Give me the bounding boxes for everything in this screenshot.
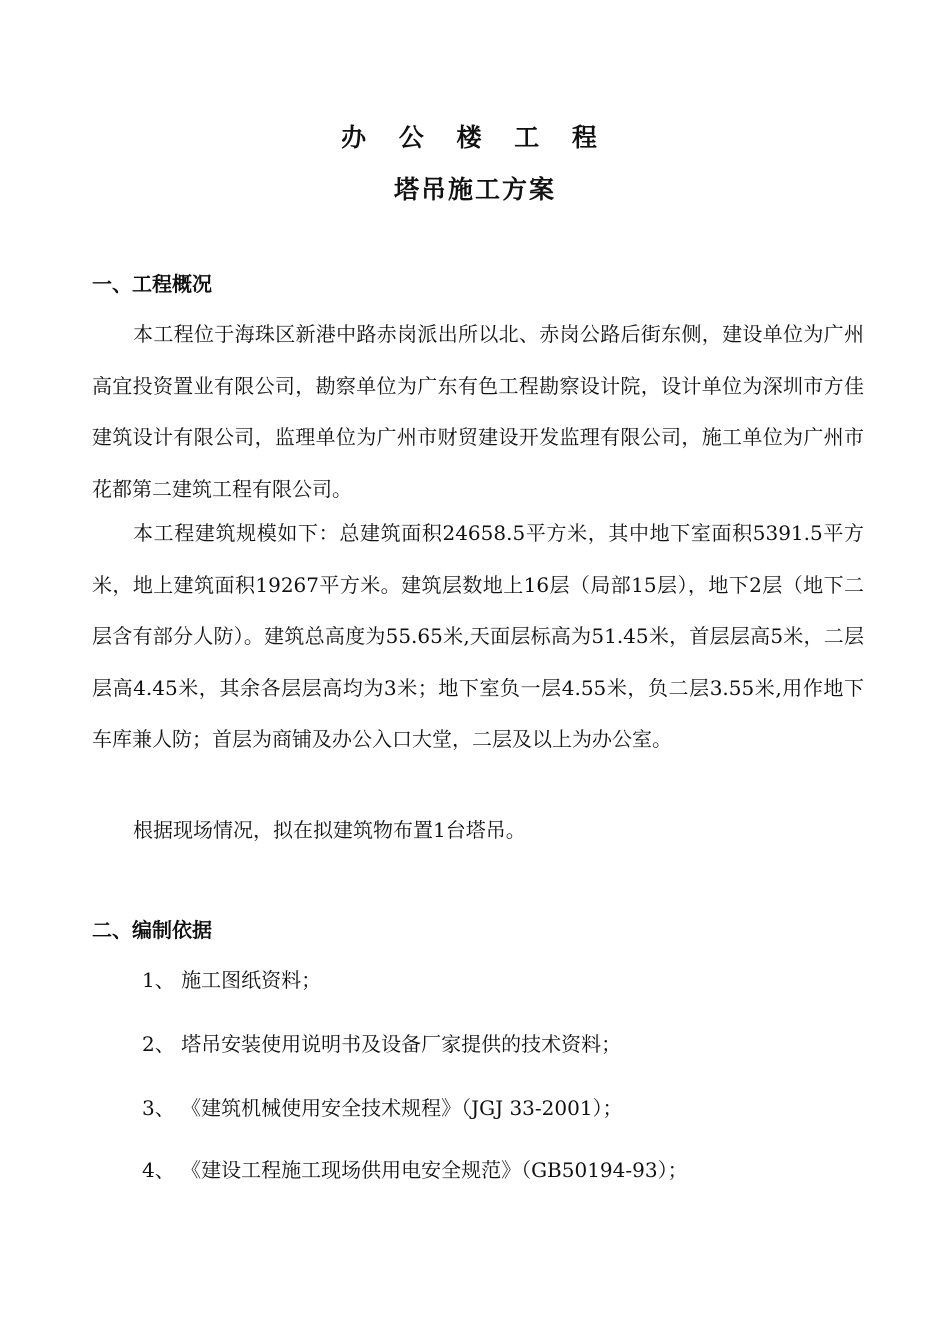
overview-paragraph-parties: 本工程位于海珠区新港中路赤岗派出所以北、赤岗公路后街东侧，建设单位为广州高宜投资置业有限公司，勘察单位为广东有色工程勘察设计院，设计单位为深圳市方佳建筑设计有限公司，监理单位为广州市财贸建设开发监理有限公司，施工单位为广州市花都第二建筑工程有限公司。 <box>92 322 864 501</box>
document-title-line1: 办 公 楼 工 程 <box>341 123 609 152</box>
basis-list-item: 1、 施工图纸资料； <box>142 968 322 992</box>
section-heading-basis: 二、编制依据 <box>92 918 212 942</box>
basis-list-item: 2、 塔吊安装使用说明书及设备厂家提供的技术资料； <box>142 1032 622 1056</box>
overview-paragraph-crane: 根据现场情况，拟在拟建筑物布置1台塔吊。 <box>133 818 526 842</box>
overview-paragraph-scale: 本工程建筑规模如下：总建筑面积24658.5平方米，其中地下室面积5391.5平方米，地上建筑面积19267平方米。建筑层数地上16层（局部15层），地下2层（地下二层含有部分人防）。建筑总高度为55.65米,天面层标高为51.45米，首层层高5米，二层层高4.45米，其余各层层高均为3米；地下室负一层4.55米，负二层3.55米,用作地下车库兼人防；首层为商铺及办公入口大堂，二层及以上为办公室。 <box>92 521 864 751</box>
document-title-line2: 塔吊施工方案 <box>393 175 556 204</box>
basis-list-item: 3、 《建筑机械使用安全技术规程》（JGJ 33-2001）； <box>142 1096 623 1120</box>
section-heading-overview: 一、工程概况 <box>92 272 212 296</box>
basis-list-item: 4、 《建设工程施工现场供用电安全规范》（GB50194-93）； <box>142 1158 688 1182</box>
